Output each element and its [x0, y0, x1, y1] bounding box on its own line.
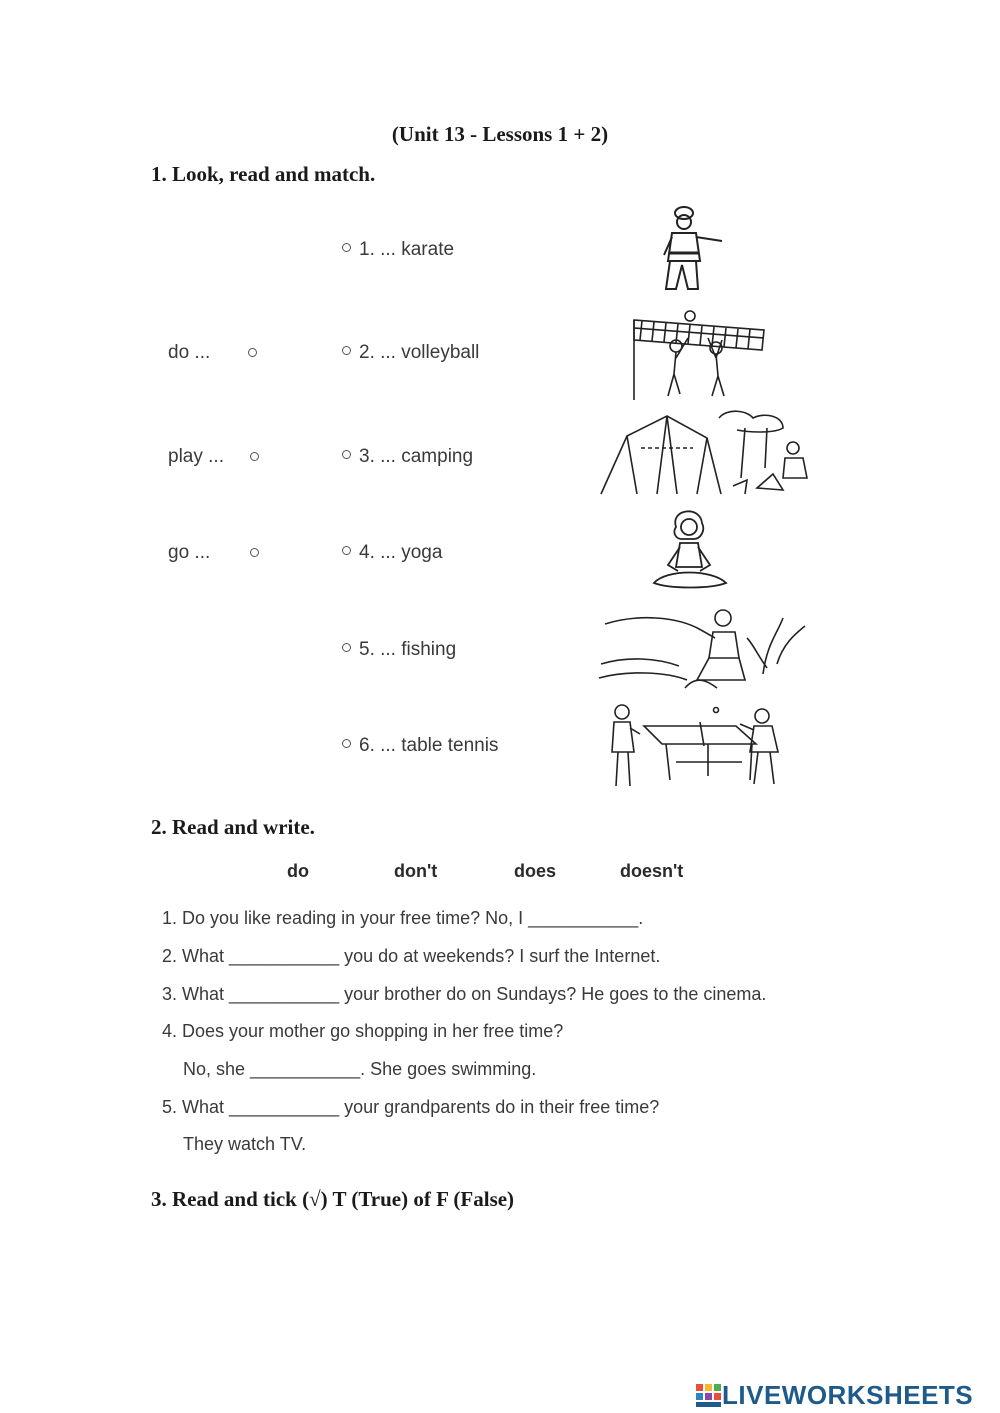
- volleyball-picture: [632, 308, 772, 400]
- option-label: 6. ... table tennis: [359, 735, 499, 756]
- logo-text: LIVEWORKSHEETS: [722, 1380, 974, 1410]
- option-label: 3. ... camping: [359, 446, 474, 467]
- match-dot[interactable]: [342, 546, 351, 555]
- fishing-picture: [597, 604, 813, 690]
- match-dot[interactable]: [342, 450, 351, 459]
- option-label: 1. ... karate: [359, 239, 455, 260]
- logo-icon: [696, 1384, 722, 1408]
- match-dot[interactable]: [342, 643, 351, 652]
- verb-do[interactable]: [168, 342, 257, 364]
- yoga-picture: [650, 505, 730, 593]
- option-label: 4. ... yoga: [359, 542, 443, 563]
- page-title: (Unit 13 - Lessons 1 + 2): [391, 122, 609, 146]
- option-fishing[interactable]: [342, 639, 456, 661]
- verb-play[interactable]: [168, 446, 259, 468]
- word-bank-dont: don't: [394, 861, 438, 881]
- option-volleyball[interactable]: [342, 342, 479, 364]
- match-dot[interactable]: [342, 739, 351, 748]
- match-dot[interactable]: [250, 548, 259, 557]
- question-5: 5. What ___________ your grandparents do in their free time?: [162, 1097, 660, 1117]
- option-label: 2. ... volleyball: [359, 342, 480, 363]
- question-1: 1. Do you like reading in your free time? No, I ___________.: [162, 908, 644, 928]
- liveworksheets-logo[interactable]: [696, 1380, 973, 1411]
- word-bank-do: do: [287, 861, 309, 881]
- word-bank-doesnt: doesn't: [620, 861, 684, 881]
- question-2: 2. What ___________ you do at weekends? I surf the Internet.: [162, 946, 661, 966]
- verb-do-label: do ...: [168, 342, 211, 363]
- karate-picture: [650, 203, 730, 295]
- section2-heading: 2. Read and write.: [151, 815, 315, 839]
- option-camping[interactable]: [342, 446, 473, 468]
- question-5-answer: They watch TV.: [183, 1134, 307, 1154]
- question-3: 3. What ___________ your brother do on Sundays? He goes to the cinema.: [162, 984, 767, 1004]
- match-dot[interactable]: [342, 243, 351, 252]
- option-table-tennis[interactable]: [342, 735, 498, 757]
- verb-go[interactable]: [168, 542, 259, 564]
- question-4-answer: No, she ___________. She goes swimming.: [183, 1059, 537, 1079]
- option-karate[interactable]: [342, 239, 454, 261]
- match-dot[interactable]: [248, 348, 257, 357]
- verb-play-label: play ...: [168, 446, 224, 467]
- match-dot[interactable]: [250, 452, 259, 461]
- verb-go-label: go ...: [168, 542, 211, 563]
- word-bank-does: does: [514, 861, 557, 881]
- option-yoga[interactable]: [342, 542, 442, 564]
- question-4: 4. Does your mother go shopping in her free time?: [162, 1021, 564, 1041]
- option-label: 5. ... fishing: [359, 639, 457, 660]
- table-tennis-picture: [604, 700, 794, 790]
- section3-heading: 3. Read and tick (√) T (True) of F (False): [151, 1187, 515, 1211]
- camping-picture: [597, 408, 817, 500]
- match-dot[interactable]: [342, 346, 351, 355]
- section1-heading: 1. Look, read and match.: [151, 162, 376, 186]
